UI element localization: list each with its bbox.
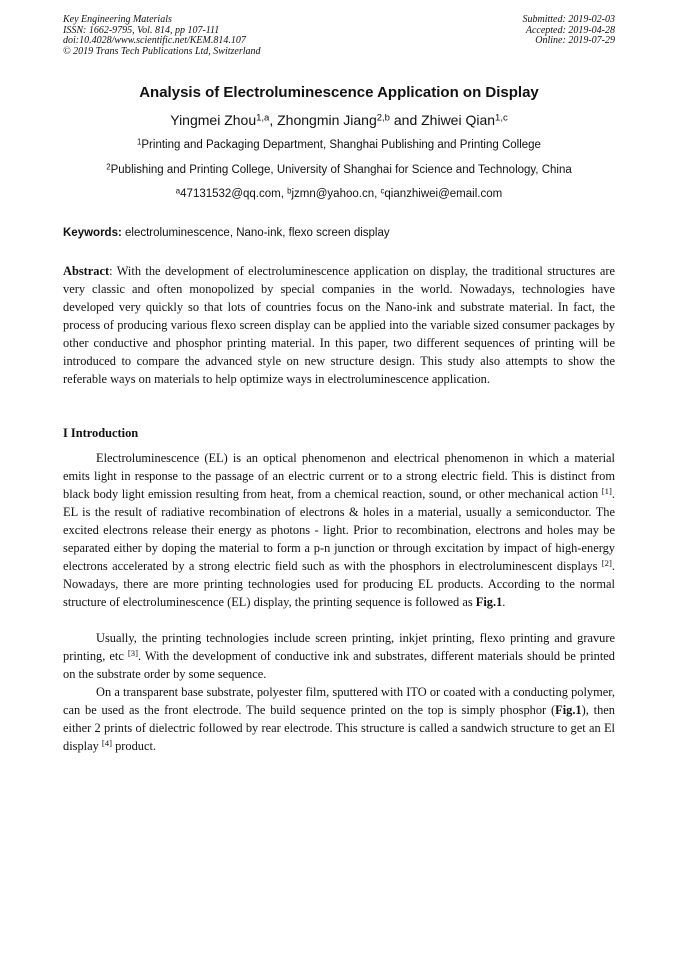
accepted-date: Accepted: 2019-04-28 [525,24,615,36]
email-link[interactable]: jzmn@yahoo.cn [291,188,375,200]
abstract-text: : With the development of electroluminescence application on display, the traditional structures are very classic and often monopolized by special companies in the world. Nowadays, technologies have developed very quickly so that lots of countries focus on the Nano-ink and substrate material. In fact, the process of producing various flexo screen display can be applied into the variable sized consumer packages by other conductive and phosphor printing material. In this paper, two different sequences of printing will be introduced to compare the advanced style on new structure design. This study also attempts to show the referable ways on materials to help optimize ways in electroluminescence application. [63,264,615,386]
keywords [63,227,615,239]
figure-ref[interactable]: Fig.1 [475,595,503,609]
abstract [63,262,615,388]
citation[interactable]: [4] [101,738,112,749]
author-emails: $^a$47131532@qq.com, $^b$jzmn@yahoo.cn, $^c$qianzhiwei@email.com [175,186,503,200]
citation[interactable]: [2] [601,558,612,569]
keywords-text: electroluminescence, Nano-ink, flexo screen display [121,227,390,239]
paper-title: Analysis of Electroluminescence Application on Display [139,84,539,101]
email-link[interactable]: 47131532@qq.com [180,188,281,200]
body-paragraph: Electroluminescence (EL) is an optical phenomenon and electrical phenomenon in which a material emits light in response to the passage of an electric current or to a strong electric field. This is distinct from black body light emission resulting from heat, from a chemical reaction, sound, or other mechanical action [1]. EL is the result of radiative recombination of electrons & holes in a material, usually a semiconductor. The excited electrons release their energy as photons - light. Prior to recombination, electrons and holes may be separated either by doping the material to form a p-n junction or through excitation by impact of high-energy electrons accelerated by a strong electric field such as with the phosphors in electroluminescent displays [2]. Nowadays, there are more printing technologies used for producing EL products. According to the normal structure of electroluminescence (EL) display, the printing sequence is followed as Fig.1. [63,451,615,609]
abstract-label: Abstract [63,264,110,278]
doi-line[interactable]: doi:10.4028/www.scientific.net/KEM.814.107 [63,35,246,46]
citation[interactable]: [3] [127,648,138,659]
online-date: Online: 2019-07-29 [535,35,615,46]
figure-ref[interactable]: Fig.1 [555,703,582,717]
citation[interactable]: [1] [601,486,612,497]
journal-name: Key Engineering Materials [63,14,172,25]
body-paragraph: On a transparent base substrate, polyester film, sputtered with ITO or coated with a conducting polymer, can be used as the front electrode. The build sequence printed on the top is simply phosphor (Fig.1), then either 2 prints of dielectric followed by rear electrode. This structure is called a sandwich structure to get an El display [4] product. [63,685,615,753]
issn-line: ISSN: 1662-9795, Vol. 814, pp 107-111 [63,24,220,36]
body-paragraph: Usually, the printing technologies include screen printing, inkjet printing, flexo printing and gravure printing, etc [3]. With the development of conductive ink and substrates, different materials should be printed on the substrate order by some sequence. [63,631,615,681]
affiliation: $^1$Printing and Packaging Department, Shanghai Publishing and Printing College [137,137,541,151]
author-affiliation-mark: 2,b [376,112,390,124]
affiliation: $^2$Publishing and Printing College, University of Shanghai for Science and Technology, China [106,162,572,176]
copyright-line: © 2019 Trans Tech Publications Ltd, Switzerland [63,45,261,57]
email-link[interactable]: qianzhiwei@email.com [384,188,503,200]
author-list: Yingmei Zhou$^{1,a}$, Zhongmin Jiang$^{2,b}$ and Zhiwei Qian$^{1,c}$ [170,112,508,128]
author-name: Zhiwei Qian [421,112,496,128]
publication-dates [523,15,616,47]
journal-info [63,15,261,57]
author-affiliation-mark: 1,a [256,112,270,124]
submitted-date: Submitted: 2019-02-03 [522,14,615,25]
keywords-label: Keywords: [63,227,122,239]
author-affiliation-mark: 1,c [495,112,508,124]
section-heading: I Introduction [63,426,139,440]
author-name: Zhongmin Jiang [277,112,377,128]
author-name: Yingmei Zhou [170,112,257,128]
